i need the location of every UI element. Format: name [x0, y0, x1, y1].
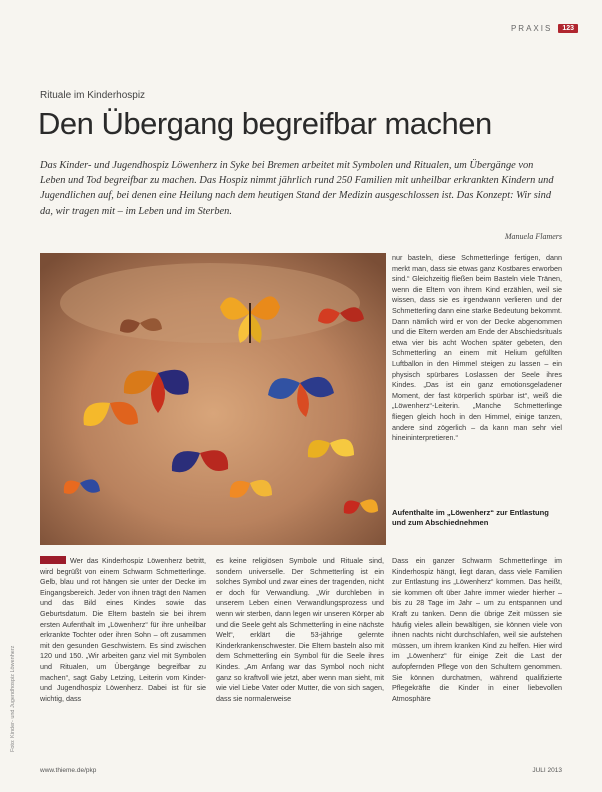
page-number-badge: 123: [558, 24, 578, 33]
butterfly-illustration: [40, 253, 386, 545]
article-column-2: [216, 556, 384, 704]
article-column-3: [392, 556, 562, 704]
butterfly-photo: [40, 253, 386, 545]
article-title: Den Übergang begreifbar machen: [38, 106, 492, 141]
footer-issue: JULI 2013: [532, 767, 562, 774]
column-text-body: Wer das Kinderhospiz Löwenherz betritt, wird begrüßt von einem Schwarm Schmetterlinge. Gelb, blau und rot hängen sie unter der Decke im Eingangsbereich. Jeder von ihnen trägt den Namen und das Bild eines Kindes sowie das Geburtsdatum. Die Eltern basteln sie bei ihrem ersten Aufenthalt im „Löwenherz“ für ihre unheilbar erkrankte Tochter oder ihren Sohn – oft zusammen mit den gesunden Geschwistern. Es sind zwischen 120 und 150. „Wir arbeiten ganz viel mit Symbolen und Ritualen, um Übergänge begreifbar zu machen“, sagt Gaby Letzing, Leiterin vom Kinder- und Jugendhospiz Löwenherz. Dabei ist für sie wichtig, dass: [40, 556, 206, 703]
column-text: nur basteln, diese Schmetterlinge fertigen, dann merkt man, dass sie etwas ganz Kostbares erworben sind.“ Gleichzeitig fließen beim Basteln viele Tränen, wenn die Eltern von ihrem Kind erzählen, weil sie wissen, dass sie es irgendwann verlieren und der Schmetterling dann eine starke Bedeutung bekommt. Dann nämlich wird er von der Decke abgenommen und die Eltern werden am Ende der Abschiedsrituals etwa vier bis acht Wochen später gebeten, den Schmetterling an einem mit Helium gefüllten Luftballon in den Himmel steigen zu lassen – ein physisch spürbares Loslassen der Seele ihres Kindes. „Das ist ein ganz emotionsgeladener Moment, der fast körperlich spürbar ist“, weiß die „Löwenherz“-Leiterin. „Manche Schmetterlinge fliegen gleich hoch in den Himmel, einige tanzen, andere sind zögerlich – da kann man sehr viel hineininterpretieren.“: [392, 253, 562, 443]
article-column-right: [392, 253, 562, 444]
column-text: [40, 556, 206, 704]
article-author: Manuela Flamers: [504, 232, 562, 241]
section-marker: [40, 556, 66, 564]
section-label: PRAXIS: [510, 24, 553, 33]
page-header: [511, 24, 578, 33]
article-kicker: Rituale im Kinderhospiz: [40, 90, 146, 101]
photo-credit: Foto: Kinder- und Jugendhospiz Löwenherz: [10, 645, 16, 752]
article-column-1: [40, 556, 206, 704]
column-text: es keine religiösen Symbole und Rituale sind, sondern universelle. Der Schmetterling ist ein solches Symbol und zwar eines der tragenden, nicht er doch für Verwandlung. „Wir durchleben in unserem Leben einen Verwandlungsprozess und wenn wir sterben, dann legen wir unseren Körper ab und die Seele geht als Schmetterling in eine nächste Welt“, erklärt die 53-jährige gelernte Kinderkrankenschwester. Die Eltern basteln also mit dem Schmetterling ein Symbol für die Seele ihres Kindes. „Am Anfang war das Symbol noch nicht ganz so kraftvoll wie jetzt, aber wenn man sieht, mit wie viel Liebe Vater oder Mutter, die von sich sagen, dass sie normalerweise: [216, 556, 384, 703]
article-subhead: Aufenthalte im „Löwenherz“ zur Entlastung und zum Abschiednehmen: [392, 508, 549, 528]
footer-url: www.thieme.de/pkp: [40, 767, 97, 774]
column-text: Dass ein ganzer Schwarm Schmetterlinge im Kinderhospiz hängt, liegt daran, dass viele Familien zur Entlastung ins „Löwenherz“ kommen. Das heißt, sie kommen oft über Jahre immer wieder hierher – bis zu 28 Tage im Jahr – um zu entspannen und Kraft zu tanken. Denn die übrige Zeit müssen sie häufig vieles allein bewältigen, sie können viele von ihnen nachts nicht durchschlafen, weil sie aufstehen müssen, um ihrem kranken Kind zu helfen. Hier wird im „Löwenherz“ für einige Zeit die Last der aufopfernden Pflege von den Schultern genommen. Sie können durchatmen, während qualifizierte Pflegekräfte die Kinder in einer liebevollen Atmosphäre: [392, 556, 562, 703]
article-lead: Das Kinder- und Jugendhospiz Löwenherz in Syke bei Bremen arbeitet mit Symbolen und Ritualen, um Übergänge von Leben und Tod begreifbar zu machen. Das Hospiz nimmt jährlich rund 250 Familien mit unheilbar erkrankten Kindern und Jugendlichen auf, bei denen eine Heilung nach dem heutigen Stand der Medizin ausgeschlossen ist. Das Konzept: Wir sind da, wir tragen mit – im Leben und im Sterben.: [40, 160, 554, 217]
